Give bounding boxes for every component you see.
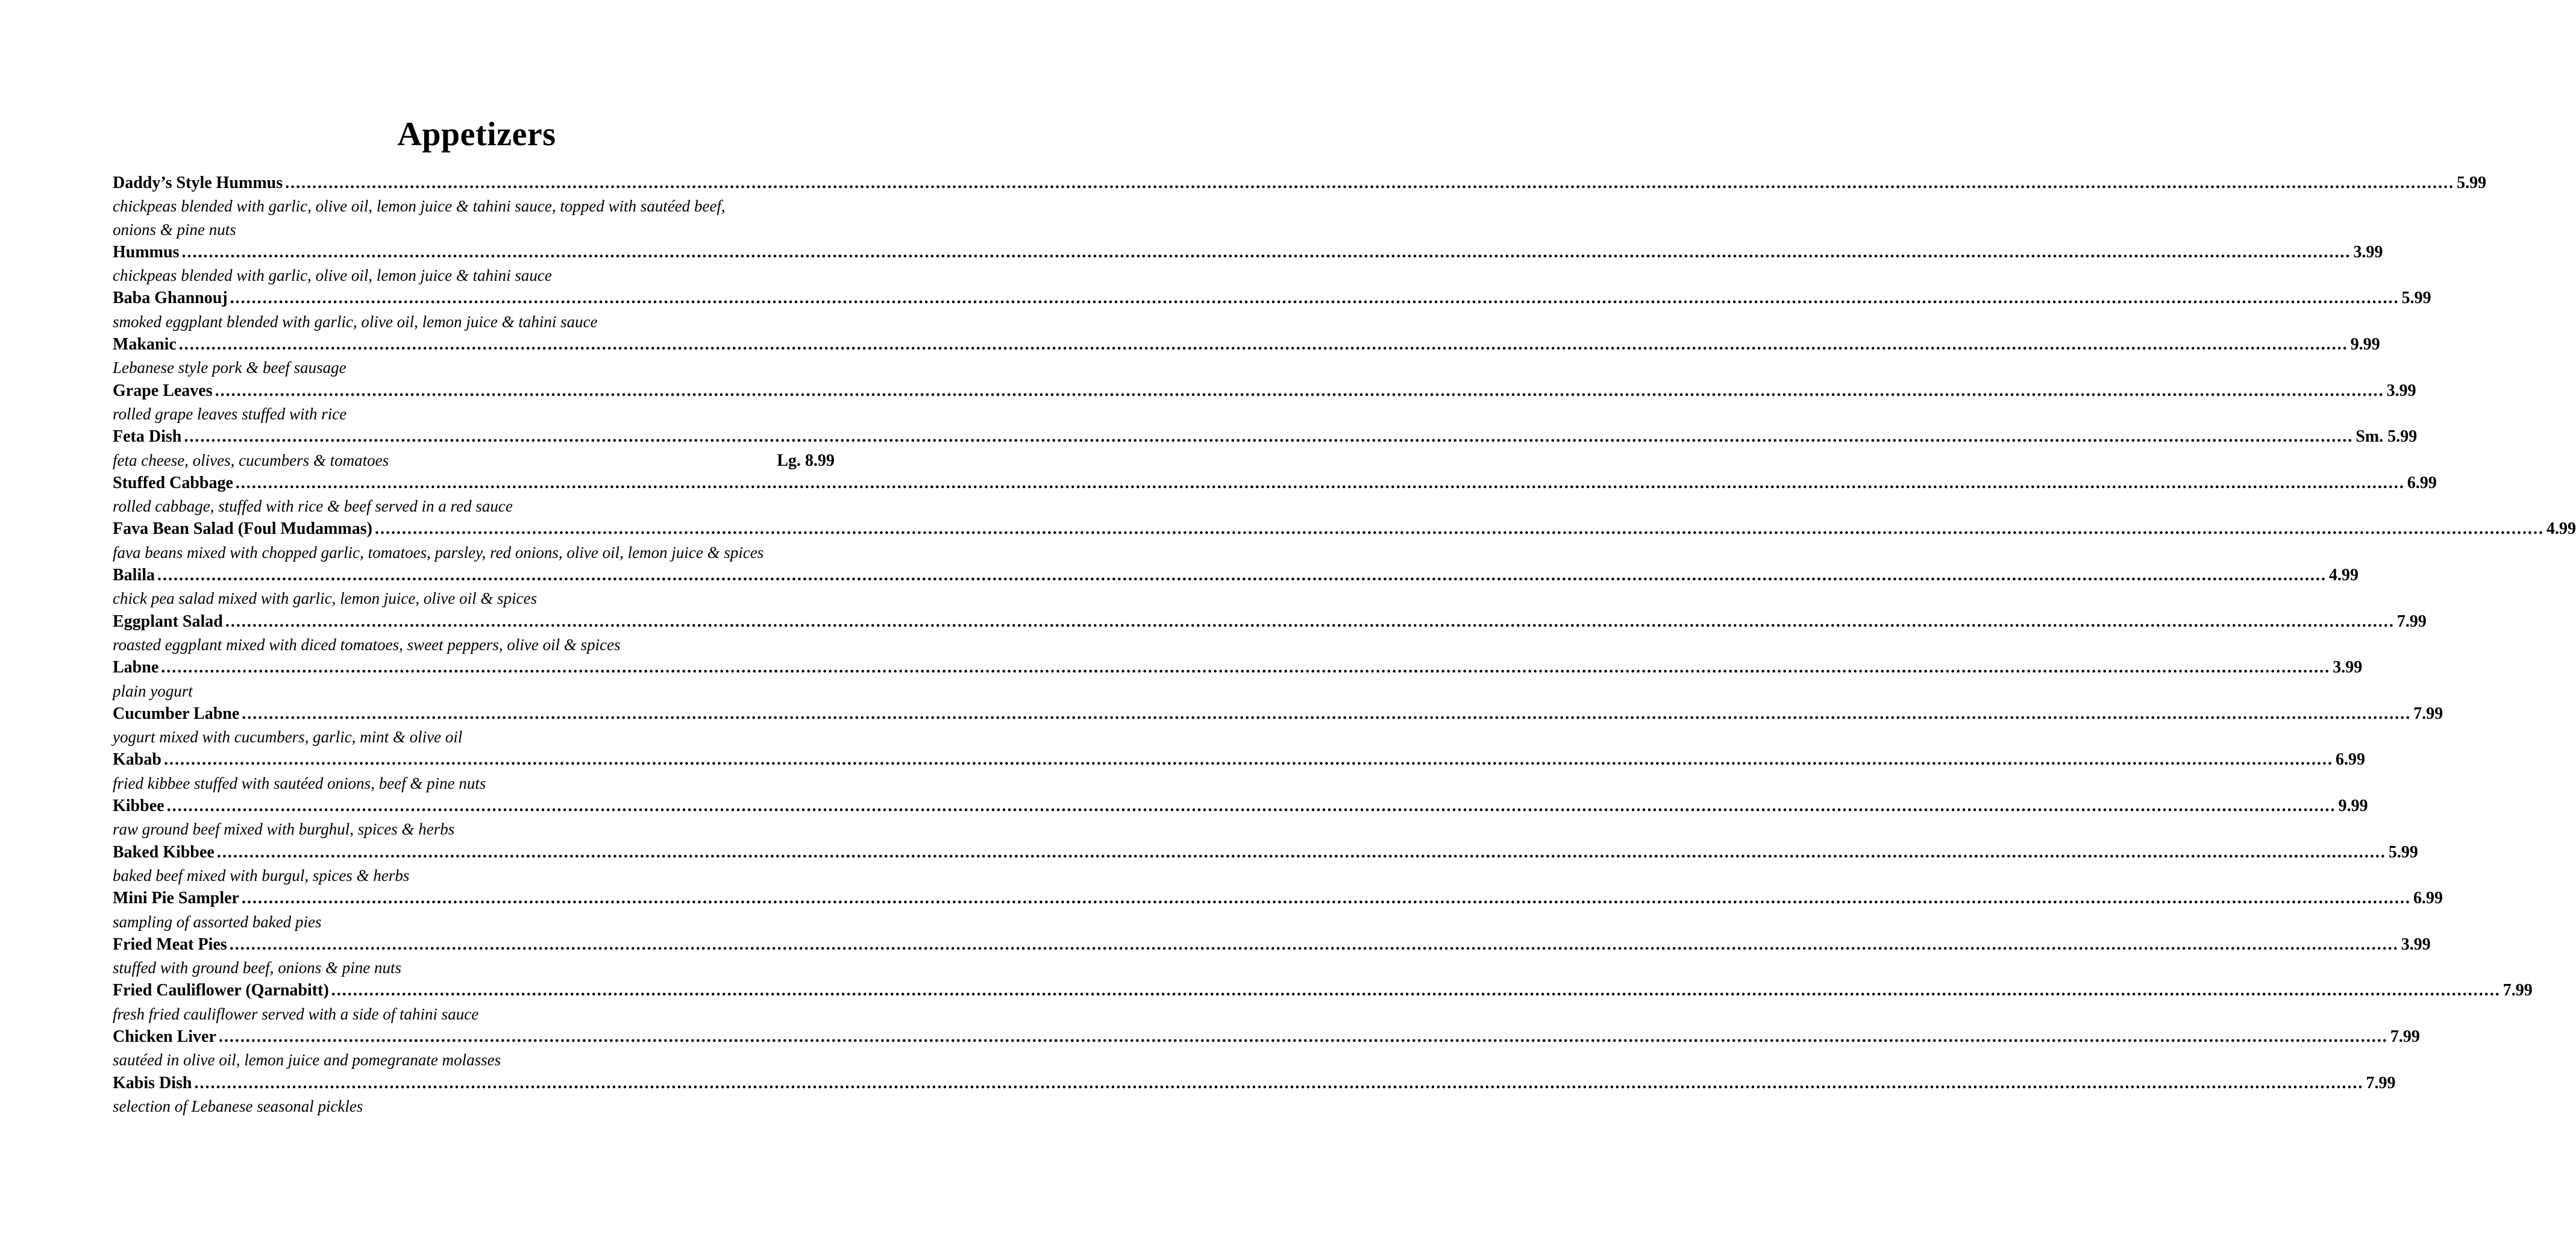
- dot-leader: ................................................................................................................................................................................................................................................................................................................................................................................................................: [230, 289, 2399, 308]
- item-name: Kabab: [113, 750, 161, 769]
- item-description: sautéed in olive oil, lemon juice and pomegranate molasses: [113, 1051, 501, 1070]
- item-description-row: [113, 264, 835, 287]
- item-description: onions & pine nuts: [113, 220, 236, 239]
- item-description: fresh fried cauliflower served with a side of tahini sauce: [113, 1004, 479, 1023]
- page-title: Appetizers: [397, 116, 556, 153]
- menu-item: [113, 841, 2418, 864]
- menu-item: [113, 610, 2427, 633]
- dot-leader: ................................................................................................................................................................................................................................................................................................................................................................................................................: [194, 1073, 2364, 1092]
- menu-item: [113, 1026, 2420, 1048]
- item-description-row: [113, 1003, 835, 1026]
- item-price: 7.99: [2366, 1073, 2396, 1092]
- item-description-row: [113, 725, 835, 748]
- item-description: stuffed with ground beef, onions & pine nuts: [113, 959, 401, 977]
- item-description: rolled cabbage, stuffed with rice & beef served in a red sauce: [113, 497, 513, 516]
- item-description-row: [113, 1095, 835, 1118]
- item-price: 7.99: [2396, 612, 2427, 631]
- item-description-row: [113, 818, 835, 841]
- dot-leader: ................................................................................................................................................................................................................................................................................................................................................................................................................: [285, 174, 2455, 192]
- item-description: chickpeas blended with garlic, olive oil, lemon juice & tahini sauce: [113, 266, 552, 285]
- dot-leader: ................................................................................................................................................................................................................................................................................................................................................................................................................: [215, 381, 2384, 400]
- dot-leader: ................................................................................................................................................................................................................................................................................................................................................................................................................: [241, 889, 2411, 908]
- menu-item: [113, 380, 2416, 402]
- menu-item: [113, 172, 2487, 195]
- item-name: Daddy’s Style Hummus: [113, 174, 283, 192]
- item-description: Lebanese style pork & beef sausage: [113, 359, 346, 377]
- item-name: Kabis Dish: [113, 1073, 192, 1092]
- item-alt-price: Lg. 8.99: [777, 451, 835, 470]
- item-price: 5.99: [2388, 842, 2418, 862]
- dot-leader: ................................................................................................................................................................................................................................................................................................................................................................................................................: [374, 519, 2544, 539]
- item-description-row: [113, 1048, 835, 1071]
- item-price: 7.99: [2413, 704, 2443, 723]
- item-description-row: [113, 864, 835, 887]
- dot-leader: ................................................................................................................................................................................................................................................................................................................................................................................................................: [229, 935, 2399, 954]
- item-description-row: [113, 195, 835, 218]
- item-description: selection of Lebanese seasonal pickles: [113, 1097, 363, 1115]
- item-price: 4.99: [2329, 566, 2359, 585]
- item-description: fava beans mixed with chopped garlic, tomatoes, parsley, red onions, olive oil, lemon juice & spices: [113, 543, 764, 562]
- item-description-row: [113, 956, 835, 979]
- item-name: Balila: [113, 566, 155, 585]
- item-description: baked beef mixed with burgul, spices & herbs: [113, 866, 410, 885]
- dot-leader: ................................................................................................................................................................................................................................................................................................................................................................................................................: [225, 612, 2395, 631]
- item-price: 7.99: [2502, 981, 2533, 1000]
- item-description-row: [113, 587, 835, 610]
- item-name: Hummus: [113, 242, 180, 262]
- menu-item: [113, 748, 2365, 771]
- item-price: 5.99: [2457, 174, 2487, 192]
- item-description-row: [113, 218, 835, 241]
- item-name: Fava Bean Salad (Foul Mudammas): [113, 519, 372, 539]
- item-name: Baked Kibbee: [113, 842, 215, 862]
- item-description: sampling of assorted baked pies: [113, 912, 322, 931]
- item-description: yogurt mixed with cucumbers, garlic, mint & olive oil: [113, 728, 463, 747]
- item-name: Mini Pie Sampler: [113, 889, 239, 908]
- dot-leader: ................................................................................................................................................................................................................................................................................................................................................................................................................: [242, 704, 2411, 723]
- item-name: Makanic: [113, 335, 177, 354]
- item-name: Chicken Liver: [113, 1027, 216, 1046]
- item-description: feta cheese, olives, cucumbers & tomatoes: [113, 451, 389, 469]
- menu-item: [113, 979, 2533, 1002]
- item-description: plain yogurt: [113, 681, 193, 700]
- item-name: Eggplant Salad: [113, 612, 223, 631]
- item-price: 6.99: [2413, 889, 2443, 908]
- item-price: 3.99: [2401, 935, 2431, 954]
- dot-leader: ................................................................................................................................................................................................................................................................................................................................................................................................................: [178, 335, 2348, 354]
- item-price: 3.99: [2333, 658, 2363, 677]
- menu-item: [113, 564, 2359, 587]
- item-description-row: [113, 910, 835, 933]
- dot-leader: ................................................................................................................................................................................................................................................................................................................................................................................................................: [166, 797, 2336, 816]
- item-description-row: [113, 449, 835, 472]
- dot-leader: ................................................................................................................................................................................................................................................................................................................................................................................................................: [184, 427, 2354, 446]
- item-description-row: [113, 356, 835, 379]
- item-description-row: [113, 541, 835, 564]
- dot-leader: ................................................................................................................................................................................................................................................................................................................................................................................................................: [331, 981, 2501, 1000]
- menu-item: [113, 241, 2383, 264]
- item-description-row: [113, 402, 835, 425]
- item-name: Baba Ghannouj: [113, 289, 228, 308]
- menu-item: [113, 656, 2363, 679]
- item-description: roasted eggplant mixed with diced tomatoes, sweet peppers, olive oil & spices: [113, 635, 621, 654]
- menu-item: [113, 287, 2431, 310]
- menu-item: [113, 425, 2418, 448]
- item-name: Labne: [113, 658, 159, 677]
- item-description: raw ground beef mixed with burghul, spices & herbs: [113, 820, 455, 839]
- item-name: Kibbee: [113, 797, 165, 816]
- item-price: 9.99: [2350, 335, 2380, 354]
- item-description: fried kibbee stuffed with sautéed onions, beef & pine nuts: [113, 774, 486, 792]
- menu-item: [113, 795, 2368, 818]
- item-price: 4.99: [2546, 519, 2576, 539]
- menu-item: [113, 703, 2443, 725]
- dot-leader: ................................................................................................................................................................................................................................................................................................................................................................................................................: [163, 750, 2333, 769]
- item-price: 3.99: [2353, 242, 2383, 262]
- item-price: 6.99: [2407, 473, 2437, 492]
- item-price: 6.99: [2335, 750, 2365, 769]
- dot-leader: ................................................................................................................................................................................................................................................................................................................................................................................................................: [216, 842, 2386, 862]
- item-price: 3.99: [2386, 381, 2416, 400]
- dot-leader: ................................................................................................................................................................................................................................................................................................................................................................................................................: [218, 1027, 2388, 1046]
- item-price: 5.99: [2401, 289, 2431, 308]
- item-description: smoked eggplant blended with garlic, olive oil, lemon juice & tahini sauce: [113, 312, 598, 331]
- dot-leader: ................................................................................................................................................................................................................................................................................................................................................................................................................: [157, 566, 2327, 585]
- menu-item: [113, 887, 2443, 910]
- item-name: Feta Dish: [113, 427, 182, 446]
- appetizer-list: [113, 172, 2576, 1118]
- item-description: chick pea salad mixed with garlic, lemon juice, olive oil & spices: [113, 589, 537, 608]
- item-name: Grape Leaves: [113, 381, 213, 400]
- item-description-row: [113, 772, 835, 795]
- item-description: chickpeas blended with garlic, olive oil, lemon juice & tahini sauce, topped with sautéed beef,: [113, 197, 725, 216]
- item-price: 7.99: [2390, 1027, 2420, 1046]
- item-price: 9.99: [2338, 797, 2368, 816]
- menu-item: [113, 472, 2437, 495]
- item-description-row: [113, 680, 835, 703]
- dot-leader: ................................................................................................................................................................................................................................................................................................................................................................................................................: [181, 242, 2351, 262]
- dot-leader: ................................................................................................................................................................................................................................................................................................................................................................................................................: [235, 473, 2405, 492]
- item-description-row: [113, 310, 835, 333]
- menu-item: [113, 518, 2576, 540]
- item-description-row: [113, 495, 835, 518]
- menu-item: [113, 333, 2380, 356]
- item-name: Cucumber Labne: [113, 704, 240, 723]
- menu-item: [113, 1072, 2396, 1095]
- item-description-row: [113, 633, 835, 656]
- item-name: Stuffed Cabbage: [113, 473, 233, 492]
- item-description: rolled grape leaves stuffed with rice: [113, 404, 347, 423]
- item-price: Sm. 5.99: [2355, 427, 2418, 446]
- item-name: Fried Meat Pies: [113, 935, 227, 954]
- menu-item: [113, 933, 2431, 956]
- item-name: Fried Cauliflower (Qarnabitt): [113, 981, 329, 1000]
- dot-leader: ................................................................................................................................................................................................................................................................................................................................................................................................................: [161, 658, 2331, 677]
